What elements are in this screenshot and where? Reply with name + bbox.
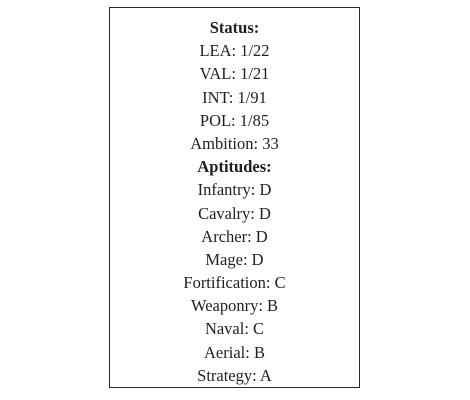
aptitudes-heading: Aptitudes: — [197, 157, 272, 177]
aptitude-infantry: Infantry: D — [197, 180, 272, 200]
stat-lea: LEA: 1/22 — [199, 41, 270, 61]
character-stats-panel — [109, 7, 360, 388]
stats-list — [110, 16, 359, 387]
stat-ambition: Ambition: 33 — [190, 133, 279, 153]
status-heading: Status: — [209, 18, 260, 37]
aptitude-aerial: Aerial: B — [204, 342, 265, 362]
aptitude-strategy: Strategy: A — [197, 365, 272, 385]
aptitude-archer: Archer: D — [201, 226, 268, 246]
stat-val: VAL: 1/21 — [199, 64, 270, 84]
aptitude-naval: Naval: C — [204, 319, 265, 339]
aptitude-fortification: Fortification: C — [183, 273, 286, 293]
stat-int: INT: 1/91 — [202, 87, 267, 107]
aptitude-mage: Mage: D — [205, 249, 264, 269]
aptitude-weaponry: Weaponry: B — [190, 296, 279, 316]
aptitude-cavalry: Cavalry: D — [198, 203, 271, 223]
stat-pol: POL: 1/85 — [199, 110, 270, 130]
